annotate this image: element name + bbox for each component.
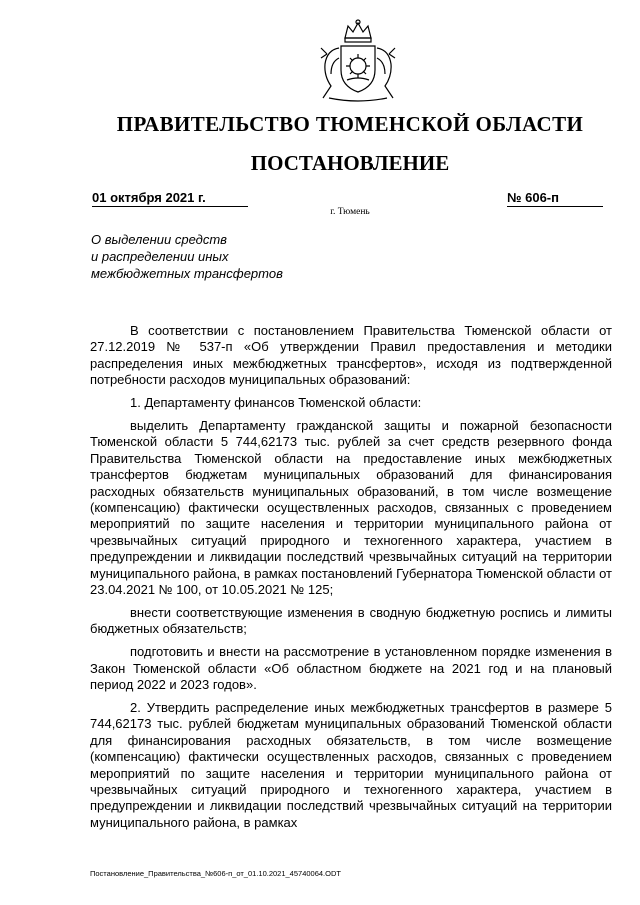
- body-paragraph: 2. Утвердить распределение иных межбюджетных трансфертов в размере 5 744,62173 тыс. рублей бюджетам муниципальных образований Тюменской области для финансирования расходных обязательств, в том числе возмещение (компенсацию) фактически осуществленных расходов, связанных с проведением мероприятий по защите населения и территории муниципального района от чрезвычайных ситуаций природного и техногенного характера, участием в предупреждении и ликвидации последствий чрезвычайных ситуаций на территории муниципального района, в рамках: [90, 700, 612, 830]
- body-paragraph: выделить Департаменту гражданской защиты и пожарной безопасности Тюменской области 5 744,62173 тыс. рублей за счет средств резервного фонда Правительства Тюменской области на предоставление иных межбюджетных трансфертов бюджетам муниципальных образований для финансирования расходных обязательств муниципальных образований, в том числе возмещение (компенсацию) фактически осуществленных расходов, связанных с проведением мероприятий по защите населения и территории муниципального района от чрезвычайных ситуаций природного и техногенного характера, участием в предупреждении и ликвидации последствий чрезвычайных ситуаций на территории муниципального района, в рамках постановлений Губернатора Тюменской области от 23.04.2021 № 100, от 10.05.2021 № 125;: [90, 418, 612, 598]
- document-type: ПОСТАНОВЛЕНИЕ: [250, 151, 450, 175]
- document-date: 01 октября 2021 г.: [92, 190, 248, 207]
- body-paragraph: внести соответствующие изменения в сводную бюджетную роспись и лимиты бюджетных обязательств;: [90, 605, 612, 637]
- document-subject: [91, 231, 351, 282]
- body-paragraph: В соответствии с постановлением Правительства Тюменской области от 27.12.2019 № 537-п «Об утверждении Правил предоставления и методики распределения иных межбюджетных трансфертов», исходя из подтвержденной потребности расходов муниципальных образований:: [90, 323, 612, 388]
- body-paragraph: 1. Департаменту финансов Тюменской области:: [130, 395, 422, 411]
- document-city: г. Тюмень: [330, 207, 370, 217]
- document-number: № 606-п: [507, 190, 603, 207]
- body-paragraph: подготовить и внести на рассмотрение в установленном порядке изменения в Закон Тюменской области «Об областном бюджете на 2021 год и на плановый период 2022 и 2023 годов».: [90, 644, 612, 693]
- file-name-footer: Постановление_Правительства_№606-п_от_01.10.2021_45740064.ODT: [90, 869, 341, 878]
- subject-line: и распределении иных: [91, 249, 229, 264]
- document-body: [90, 323, 612, 838]
- coat-of-arms-icon: [315, 18, 401, 104]
- subject-line: межбюджетных трансфертов: [91, 266, 283, 281]
- government-title: ПРАВИТЕЛЬСТВО ТЮМЕНСКОЙ ОБЛАСТИ: [116, 112, 584, 136]
- subject-line: О выделении средств: [91, 232, 227, 247]
